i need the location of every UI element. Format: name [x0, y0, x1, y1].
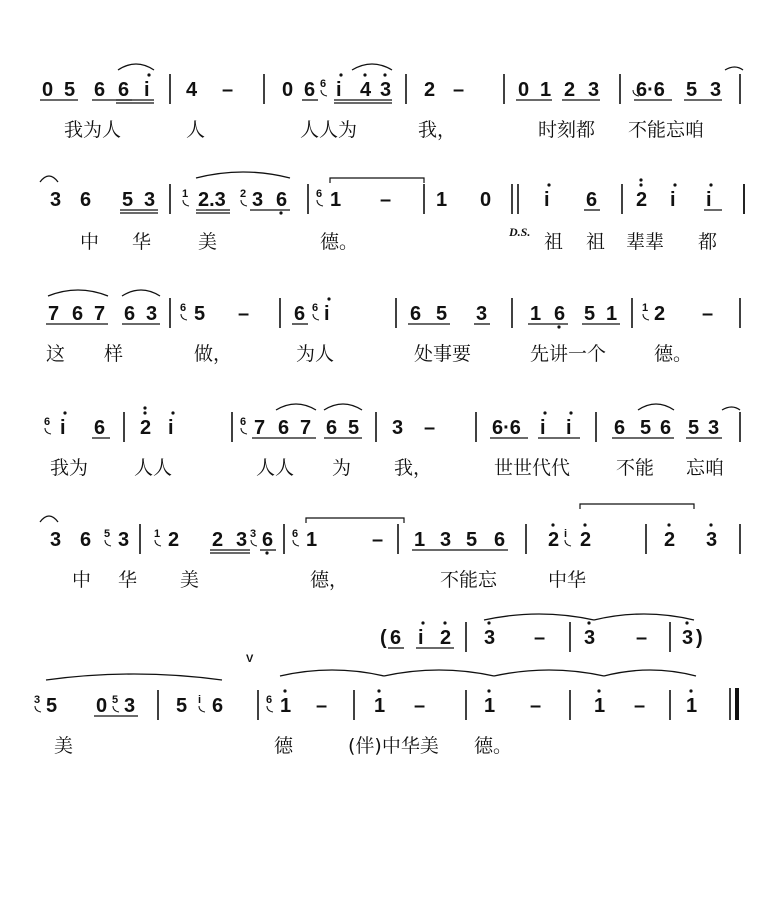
note: 3 [710, 79, 722, 101]
note: 5 [122, 189, 134, 211]
grace-hook [293, 540, 299, 546]
lyric-syllable: 我为人 [64, 119, 122, 141]
lyric-syllable: 忘咱 [686, 457, 725, 479]
lyric-syllable: 华 [118, 569, 138, 591]
lyric-syllable: 中 [72, 569, 92, 591]
grace-note: i [564, 528, 568, 540]
note: i [336, 79, 342, 101]
note: 3 [236, 529, 248, 551]
slur [48, 290, 108, 296]
slur [638, 404, 674, 410]
note: i [324, 303, 330, 325]
lyric-syllable: 人 [186, 119, 206, 141]
note: 1 [306, 529, 318, 551]
note: 1 [606, 303, 618, 325]
lyric-syllable: 先讲一个 [530, 343, 607, 365]
octave-dot-high [709, 523, 712, 526]
octave-dot-high [377, 689, 380, 692]
note: 1 [280, 695, 292, 717]
breath-mark: V [246, 653, 254, 665]
note: 3 [706, 529, 718, 551]
lyric-syllable: 不能忘 [440, 569, 498, 591]
note: 5 [194, 303, 206, 325]
note: 3 [124, 695, 136, 717]
octave-dot-low [557, 325, 560, 328]
note: 3 [440, 529, 452, 551]
note: 3 [118, 529, 130, 551]
note: 6 [80, 529, 92, 551]
octave-dot-high [147, 73, 150, 76]
octave-dot-high [143, 411, 146, 414]
note: 3 [50, 189, 62, 211]
note: 2 [440, 627, 452, 649]
grace-note: 5 [104, 528, 111, 540]
note: 1 [530, 303, 542, 325]
grace-note: i [198, 694, 202, 706]
note: 2 [564, 79, 576, 101]
note: 6 [410, 303, 422, 325]
slur [40, 516, 58, 522]
note: 2 [664, 529, 676, 551]
lyric-syllable: 德， [310, 569, 349, 591]
note: 7 [94, 303, 106, 325]
note: 1 [414, 529, 426, 551]
lyric-syllable: 美 [198, 231, 218, 253]
grace-note: 6 [320, 78, 327, 90]
octave-dot-high [673, 183, 676, 186]
slur [725, 67, 743, 70]
note: 0 [96, 695, 108, 717]
grace-hook [45, 428, 51, 434]
note: 3 [50, 529, 62, 551]
note: 3 [380, 79, 392, 101]
note: 6 [304, 79, 316, 101]
note: 5 [176, 695, 188, 717]
octave-dot-high [667, 523, 670, 526]
note: 1 [374, 695, 386, 717]
octave-dot-high [547, 183, 550, 186]
grace-hook [181, 314, 187, 320]
note: 3 [584, 627, 596, 649]
lyric-syllable: 人人 [256, 457, 295, 479]
note: 2 [580, 529, 592, 551]
grace-hook [251, 540, 257, 546]
octave-dot-high [171, 411, 174, 414]
slur [46, 674, 222, 680]
note: 6 [94, 79, 106, 101]
note: – [424, 417, 436, 439]
note: 7 [48, 303, 60, 325]
lyric-syllable: 祖 [586, 231, 606, 253]
grace-note: 1 [154, 528, 161, 540]
note: i [418, 627, 424, 649]
octave-dot-high [583, 523, 586, 526]
slur [122, 290, 160, 296]
note: 0 [282, 79, 294, 101]
slur [594, 614, 694, 620]
octave-dot-low [279, 211, 282, 214]
lyric-syllable: 中 [80, 231, 100, 253]
note: 2.3 [198, 189, 226, 211]
grace-hook [643, 314, 649, 320]
note: 1 [330, 189, 342, 211]
note: 6 [118, 79, 130, 101]
grace-hook [113, 706, 119, 712]
octave-dot-high [587, 621, 590, 624]
note: i [670, 189, 676, 211]
note: – [534, 627, 546, 649]
note: 5 [688, 417, 700, 439]
note: 5 [640, 417, 652, 439]
slur [352, 64, 392, 70]
note: 2 [168, 529, 180, 551]
grace-hook [317, 200, 323, 206]
grace-hook [241, 428, 247, 434]
tie-bracket [580, 504, 694, 509]
note: – [372, 529, 384, 551]
note: i [540, 417, 546, 439]
slur [40, 176, 58, 182]
note: 3 [144, 189, 156, 211]
grace-note: 3 [250, 528, 257, 540]
note: 2 [654, 303, 666, 325]
lyric-syllable: 人人 [134, 457, 173, 479]
lyric-syllable: 都 [698, 231, 718, 253]
tie-bracket [306, 518, 404, 523]
note: 6 [494, 529, 506, 551]
note: 6 [262, 529, 274, 551]
note: 5 [686, 79, 698, 101]
octave-dot-high [143, 406, 146, 409]
lyric-syllable: 人人为 [300, 119, 358, 141]
note: i [566, 417, 572, 439]
note: 5 [64, 79, 76, 101]
octave-dot-high [689, 689, 692, 692]
lyric-syllable: 祖 [544, 231, 564, 253]
note: 6 [614, 417, 626, 439]
lyric-syllable: 我， [418, 119, 457, 141]
intro-paren: ) [696, 627, 703, 649]
grace-note: 6 [44, 416, 51, 428]
octave-dot-high [543, 411, 546, 414]
lyric-syllable: 辈辈 [626, 231, 665, 253]
lyric-syllable: 为人 [296, 343, 335, 365]
note: 3 [484, 627, 496, 649]
grace-hook [313, 314, 319, 320]
grace-note: 1 [642, 302, 649, 314]
lyric-syllable: 华 [132, 231, 152, 253]
note: 6 [72, 303, 84, 325]
note: – [702, 303, 714, 325]
note: 2 [212, 529, 224, 551]
ds-mark: D.S. [509, 225, 531, 239]
note: – [380, 189, 392, 211]
note: i [706, 189, 712, 211]
lyric-syllable: 德 [274, 735, 294, 757]
note: 6 [212, 695, 224, 717]
lyric-syllable: 德。 [474, 735, 513, 757]
intro-paren: ( [380, 627, 387, 649]
note: 5 [46, 695, 58, 717]
note: 3 [392, 417, 404, 439]
note: 7 [300, 417, 312, 439]
note: 7 [254, 417, 266, 439]
grace-note: 6 [292, 528, 299, 540]
note: 4 [186, 79, 198, 101]
tie-bracket [330, 178, 424, 183]
grace-hook [155, 540, 161, 546]
lyric-syllable: (伴)中华美 [348, 735, 439, 757]
note: 1 [594, 695, 606, 717]
note: 5 [466, 529, 478, 551]
grace-note: 6 [312, 302, 319, 314]
lyric-syllable: 处事要 [414, 343, 472, 365]
octave-dot-high [639, 183, 642, 186]
note: – [530, 695, 542, 717]
grace-hook [199, 706, 205, 712]
lyric-syllable: 德。 [320, 231, 359, 253]
note: 5 [584, 303, 596, 325]
note: 2 [424, 79, 436, 101]
note: 1 [686, 695, 698, 717]
note: 3 [682, 627, 694, 649]
note: 6·6 [492, 417, 521, 439]
grace-hook [183, 200, 189, 206]
octave-dot-high [443, 621, 446, 624]
octave-dot-low [265, 551, 268, 554]
octave-dot-high [339, 73, 342, 76]
note: i [60, 417, 66, 439]
octave-dot-high [283, 689, 286, 692]
note: 6 [124, 303, 136, 325]
note: 6 [390, 627, 402, 649]
octave-dot-high [569, 411, 572, 414]
octave-dot-high [383, 73, 386, 76]
note: 4 [360, 79, 372, 101]
octave-dot-high [551, 523, 554, 526]
lyric-syllable: 世世代代 [494, 457, 571, 479]
grace-note: 6 [180, 302, 187, 314]
grace-note: 6 [316, 188, 323, 200]
note: 2 [636, 189, 648, 211]
note: – [634, 695, 646, 717]
grace-note: 6 [266, 694, 273, 706]
lyric-syllable: 美 [54, 735, 74, 757]
lyric-syllable: 样 [104, 343, 124, 365]
note: 6 [294, 303, 306, 325]
slur [484, 614, 594, 620]
octave-dot-high [709, 183, 712, 186]
note: 0 [480, 189, 492, 211]
note: – [222, 79, 234, 101]
note: – [238, 303, 250, 325]
slur [196, 172, 290, 178]
grace-note: 1 [182, 188, 189, 200]
slur [118, 64, 154, 70]
grace-hook [241, 200, 247, 206]
octave-dot-high [639, 178, 642, 181]
note: 0 [518, 79, 530, 101]
slur [722, 407, 740, 410]
slur [604, 670, 696, 676]
octave-dot-high [685, 621, 688, 624]
note: 1 [436, 189, 448, 211]
octave-dot-high [487, 621, 490, 624]
note: 6 [80, 189, 92, 211]
note: – [636, 627, 648, 649]
note: 3 [708, 417, 720, 439]
grace-note: 3 [34, 694, 41, 706]
octave-dot-high [327, 297, 330, 300]
grace-hook [35, 706, 41, 712]
grace-hook [267, 706, 273, 712]
octave-dot-high [597, 689, 600, 692]
grace-hook [565, 540, 571, 546]
note: 1 [484, 695, 496, 717]
octave-dot-high [363, 73, 366, 76]
slur [280, 670, 384, 676]
lyric-syllable: 我， [394, 457, 433, 479]
lyric-syllable: 这 [46, 343, 66, 365]
note: 6·6 [636, 79, 665, 101]
note: i [168, 417, 174, 439]
slur [494, 670, 604, 676]
note: – [316, 695, 328, 717]
grace-note: 2 [240, 188, 247, 200]
lyric-syllable: 不能 [616, 457, 655, 479]
note: 6 [586, 189, 598, 211]
note: 5 [348, 417, 360, 439]
note: i [144, 79, 150, 101]
note: 6 [326, 417, 338, 439]
lyric-syllable: 不能忘咱 [628, 119, 705, 141]
note: 3 [146, 303, 158, 325]
lyric-syllable: 美 [180, 569, 200, 591]
octave-dot-high [63, 411, 66, 414]
note: 3 [476, 303, 488, 325]
lyric-syllable: 中华 [548, 569, 587, 591]
note: 2 [548, 529, 560, 551]
note: 6 [660, 417, 672, 439]
lyric-syllable: 德。 [654, 343, 693, 365]
lyric-syllable: 我为 [50, 457, 89, 479]
grace-note: 5 [112, 694, 119, 706]
grace-note: 6 [240, 416, 247, 428]
note: 6 [94, 417, 106, 439]
lyric-syllable: 为 [332, 457, 352, 479]
note: 5 [436, 303, 448, 325]
grace-hook [321, 90, 327, 96]
note: – [453, 79, 465, 101]
note: 2 [140, 417, 152, 439]
octave-dot-high [487, 689, 490, 692]
note: – [414, 695, 426, 717]
note: 6 [554, 303, 566, 325]
lyric-syllable: 时刻都 [538, 119, 596, 141]
note: 1 [540, 79, 552, 101]
grace-hook [105, 540, 111, 546]
note: 3 [252, 189, 264, 211]
note: 6 [276, 189, 288, 211]
octave-dot-high [421, 621, 424, 624]
slur [384, 670, 494, 676]
slur [324, 404, 362, 410]
note: 6 [278, 417, 290, 439]
note: 0 [42, 79, 54, 101]
lyric-syllable: 做， [194, 343, 233, 365]
slur [276, 404, 316, 410]
note: i [544, 189, 550, 211]
note: 3 [588, 79, 600, 101]
